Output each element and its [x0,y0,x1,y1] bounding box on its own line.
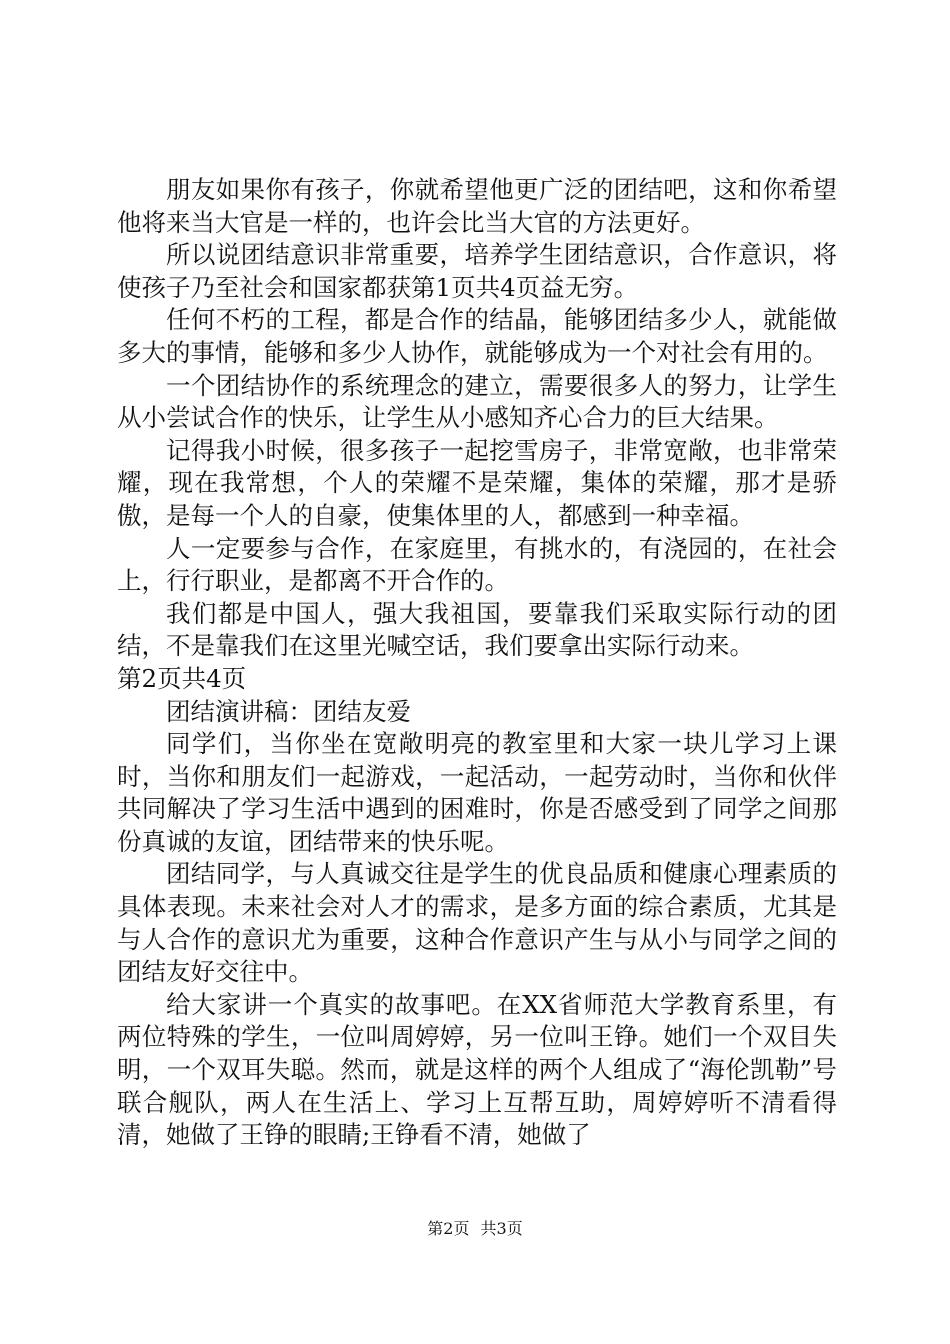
paragraph: 人一定要参与合作，在家庭里，有挑水的，有浇园的，在社会上，行行职业，是都离不开合作的。 [117,533,837,596]
section-title: 团结演讲稿：团结友爱 [166,696,411,726]
paragraph: 一个团结协作的系统理念的建立，需要很多人的努力，让学生从小尝试合作的快乐，让学生从小感知齐心合力的巨大结果。 [117,370,837,433]
footer-page-number: 第2页 [427,1219,470,1238]
document-body [117,174,837,1152]
footer-total-pages: 共3页 [480,1219,523,1238]
page-footer [0,1216,950,1239]
paragraph: 同学们，当你坐在宽敞明亮的教室里和大家一块儿学习上课时，当你和朋友们一起游戏，一起活动，一起劳动时，当你和伙伴共同解决了学习生活中遇到的困难时，你是否感受到了同学之间那份真诚的友谊，团结带来的快乐呢。 [117,729,837,856]
inline-page-marker: 第2页共4页 [117,663,247,693]
paragraph: 团结同学，与人真诚交往是学生的优良品质和健康心理素质的具体表现。未来社会对人才的需求，是多方面的综合素质，尤其是与人合作的意识尤为重要，这种合作意识产生与从小与同学之间的团结友好交往中。 [117,859,837,987]
paragraph: 朋友如果你有孩子，你就希望他更广泛的团结吧，这和你希望他将来当大官是一样的，也许会比当大官的方法更好。 [117,175,837,237]
paragraph: 所以说团结意识非常重要，培养学生团结意识，合作意识，将使孩子乃至社会和国家都获第1页共4页益无穷。 [117,240,837,302]
paragraph: 给大家讲一个真实的故事吧。在XX省师范大学教育系里，有两位特殊的学生，一位叫周婷婷，另一位叫王铮。她们一个双目失明，一个双耳失聪。然而，就是这样的两个人组成了“海伦凯勒”号联合舰队，两人在生活上、学习上互帮互助，周婷婷听不清看得清，她做了王铮的眼睛;王铮看不清，她做了 [117,989,837,1150]
paragraph: 我们都是中国人，强大我祖国，要靠我们采取实际行动的团结，不是靠我们在这里光喊空话，我们要拿出实际行动来。 [117,598,837,661]
paragraph: 任何不朽的工程，都是合作的结晶，能够团结多少人，就能做多大的事情，能够和多少人协作，就能够成为一个对社会有用的。 [117,305,837,367]
paragraph: 记得我小时候，很多孩子一起挖雪房子，非常宽敞，也非常荣耀，现在我常想，个人的荣耀不是荣耀，集体的荣耀，那才是骄傲，是每一个人的自豪，使集体里的人，都感到一种幸福。 [117,435,837,530]
